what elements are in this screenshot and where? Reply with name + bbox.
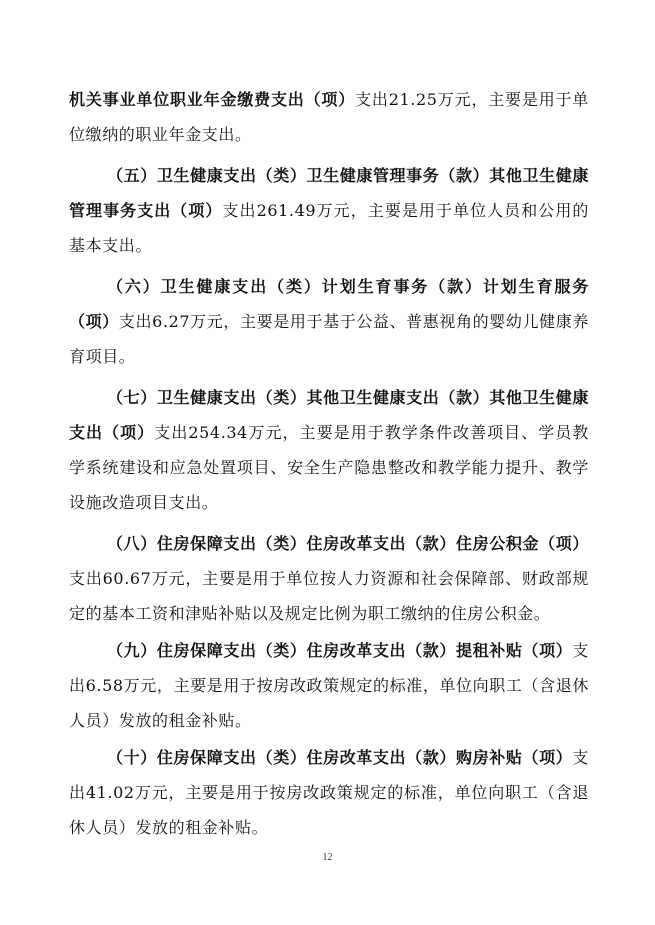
paragraph-rent-subsidy	[69, 633, 589, 738]
document-page	[69, 82, 589, 845]
paragraph-heading: （五）卫生健康支出（类）卫生健康管理事务（款）其他卫生健康管理事务支出（项）	[69, 166, 589, 220]
paragraph-heading: （九）住房保障支出（类）住房改革支出（款）提租补贴（项）	[107, 641, 573, 660]
paragraph-body: 支出21.25万元，主要是用于单位缴纳的职业年金支出。	[69, 90, 590, 144]
paragraph-purchase-subsidy	[69, 740, 589, 845]
paragraph-heading: （六）卫生健康支出（类）计划生育事务（款）计划生育服务（项）	[69, 277, 589, 331]
paragraph-health-admin	[69, 158, 589, 263]
paragraph-body: 支出6.58万元，主要是用于按房改政策规定的标准，单位向职工（含退休人员）发放的租金补贴。	[69, 641, 589, 730]
paragraph-heading: （八）住房保障支出（类）住房改革支出（款）住房公积金（项）	[107, 534, 589, 553]
paragraph-body: 支出254.34万元，主要是用于教学条件改善项目、学员教学系统建设和应急处置项目、安全生产隐患整改和教学能力提升、教学设施改造项目支出。	[69, 423, 589, 512]
paragraph-family-planning	[69, 269, 589, 374]
paragraph-heading: （七）卫生健康支出（类）其他卫生健康支出（款）其他卫生健康支出（项）	[69, 388, 589, 442]
paragraph-heading: 机关事业单位职业年金缴费支出（项）	[69, 90, 356, 109]
page-number: 12	[322, 852, 333, 863]
paragraph-body: 支出6.27万元，主要是用于基于公益、普惠视角的婴幼儿健康养育项目。	[69, 312, 589, 366]
paragraph-body: 支出261.49万元，主要是用于单位人员和公用的基本支出。	[69, 201, 589, 255]
paragraph-housing-fund	[69, 526, 589, 631]
paragraph-body: 支出41.02万元，主要是用于按房改政策规定的标准，单位向职工（含退休人员）发放的租金补贴。	[69, 748, 589, 837]
paragraph-body: 支出60.67万元，主要是用于单位按人力资源和社会保障部、财政部规定的基本工资和津贴补贴以及规定比例为职工缴纳的住房公积金。	[69, 569, 589, 623]
paragraph-heading: （十）住房保障支出（类）住房改革支出（款）购房补贴（项）	[107, 748, 573, 767]
paragraph-pension	[69, 82, 589, 152]
paragraph-other-health	[69, 380, 589, 520]
